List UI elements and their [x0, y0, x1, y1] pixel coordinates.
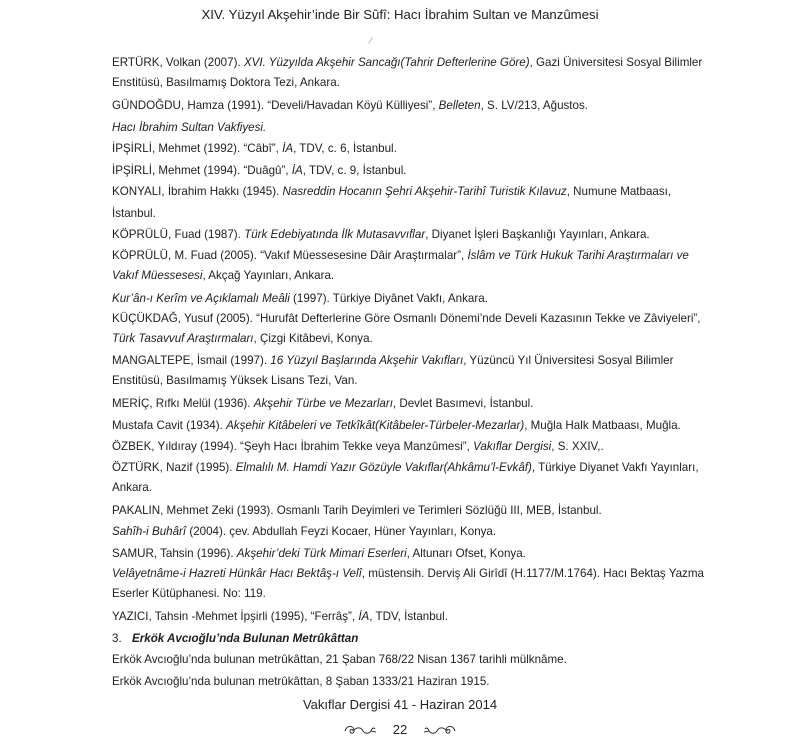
archive-entry: Erkök Avcıoğlu’nda bulunan metrûkâttan, 8 Şaban 1333/21 Haziran 1915.: [112, 674, 490, 688]
reference-entry: [112, 246, 712, 286]
reference-text: (1997). Türkiye Diyânet Vakfı, Ankara.: [289, 291, 488, 305]
journal-footer: Vakıflar Dergisi 41 - Haziran 2014: [302, 697, 498, 712]
floral-ornament-icon: [421, 723, 457, 737]
reference-text: , TDV, c. 6, İstanbul.: [293, 142, 397, 155]
section-title: Erkök Avcıoğlu’nda Bulunan Metrûkâttan: [132, 631, 359, 645]
reference-title: Velâyetnâme-i Hazreti Hünkâr Hacı Bektâş-ı Velî: [112, 567, 362, 580]
reference-text: Mustafa Cavit (1934).: [112, 418, 227, 432]
reference-title: İA: [358, 610, 370, 623]
reference-text: KÜÇÜKDAĞ, Yusuf (2005). “Hurufât Defterlerine Göre Osmanlı Dönemi’nde Develi Kazasının Tekke ve Zâviyeleri”,: [112, 312, 701, 325]
reference-text: , Altunarı Ofset, Konya.: [406, 546, 526, 560]
reference-text: KÖPRÜLÜ, Fuad (1987).: [112, 228, 245, 241]
reference-text: İPŞİRLİ, Mehmet (1994). “Duâgû”,: [112, 163, 292, 177]
reference-text: ÖZTÜRK, Nazif (1995).: [112, 460, 236, 474]
reference-title: Hacı İbrahim Sultan Vakfiyesi.: [112, 120, 267, 134]
reference-entry: [112, 53, 712, 93]
reference-entry: [112, 160, 712, 182]
reference-entry: [112, 309, 712, 349]
reference-entry: [112, 181, 712, 224]
reference-text: (2004). çev. Abdullah Feyzi Kocaer, Hüner Yayınları, Konya.: [186, 525, 497, 538]
reference-entry: [112, 224, 712, 246]
reference-text: , Muğla Halk Matbaası, Muğla.: [524, 418, 681, 432]
reference-text: YAZICI, Tahsin -Mehmet İpşirli (1995), “Ferrâş”,: [112, 610, 359, 623]
reference-title: Elmalılı M. Hamdi Yazır Gözüyle Vakıflar(Ahkâmu’l-Evkâf): [235, 460, 532, 474]
reference-text: ÖZBEK, Yıldıray (1994). “Şeyh Hacı İbrahim Tekke veya Manzûmesi”,: [112, 440, 474, 453]
reference-text: , S. XXIV,.: [551, 440, 604, 453]
reference-text: , Gazi Üniversitesi Sosyal Bilimler Enstitüsü, Basılmamış Doktora Tezi, Ankara.: [112, 56, 703, 89]
reference-title: Akşehir Kitâbeleri ve Tetkîkât(Kitâbeler-Türbeler-Mezarlar): [226, 418, 525, 432]
reference-entry: [112, 117, 712, 139]
reference-entry: [112, 606, 712, 628]
reference-text: , Diyanet İşleri Başkanlığı Yayınları, Ankara.: [425, 228, 650, 241]
reference-title: İA: [282, 142, 294, 155]
reference-entry: [112, 138, 712, 160]
reference-text: , Çizgi Kitâbevi, Konya.: [253, 332, 373, 345]
reference-entry: [112, 564, 712, 604]
reference-title: Belleten: [438, 99, 481, 112]
reference-title: İslâm ve Türk Hukuk Tarihi Araştırmaları ve Vakıf Müessesesi: [112, 248, 689, 282]
reference-text: , Türkiye Diyanet Vakfı Yayınları, Ankara.: [112, 460, 699, 494]
reference-text: , Numune Matbaası, İstanbul.: [112, 185, 672, 220]
reference-entry: [112, 415, 712, 437]
page-number: 22: [392, 722, 408, 737]
reference-text: MANGALTEPE, İsmail (1997).: [112, 354, 271, 367]
reference-text: KONYALI, İbrahim Hakkı (1945).: [112, 185, 283, 198]
reference-text: , TDV, İstanbul.: [369, 610, 448, 623]
reference-title: İA: [291, 163, 303, 177]
reference-text: PAKALIN, Mehmet Zeki (1993). Osmanlı Tarih Deyimleri ve Terimleri Sözlüğü III, MEB, İstanbul.: [112, 503, 602, 517]
reference-text: KÖPRÜLÜ, M. Fuad (2005). “Vakıf Müessesesine Dâir Araştırmalar”,: [112, 248, 468, 262]
reference-entry: [112, 95, 712, 117]
reference-title: Kur’ân-ı Kerîm ve Açıklamalı Meâli: [112, 291, 290, 305]
reference-text: , Akçağ Yayınları, Ankara.: [202, 268, 335, 282]
reference-entry: [112, 500, 712, 522]
reference-entry: [112, 521, 712, 543]
reference-text: SAMUR, Tahsin (1996).: [112, 546, 237, 560]
section-heading: [112, 628, 712, 650]
reference-title: Akşehir Türbe ve Mezarları: [253, 397, 393, 410]
reference-text: , müstensih. Derviş Ali Girîdî (H.1177/M.1764). Hacı Bektaş Yazma Eserler Kütüphanesi. No: 119.: [112, 567, 704, 600]
reference-title: Türk Edebiyatında İlk Mutasavvıflar: [244, 228, 426, 241]
reference-entry: [112, 393, 712, 415]
reference-entry: [112, 458, 712, 498]
reference-text: GÜNDOĞDU, Hamza (1991). “Develi/Havadan Köyü Külliyesi”,: [112, 99, 439, 112]
reference-text: , S. LV/213, Ağustos.: [480, 99, 588, 112]
stray-pen-mark: [368, 37, 372, 44]
reference-text: , Yüzüncü Yıl Üniversitesi Sosyal Bilimler Enstitüsü, Basılmamış Yüksek Lisans Tezi, Van.: [112, 354, 674, 387]
page-number-footer: [0, 722, 800, 737]
reference-entry: [112, 543, 712, 565]
reference-text: İPŞİRLİ, Mehmet (1992). “Câbî”,: [112, 142, 283, 155]
reference-text: , TDV, c. 9, İstanbul.: [302, 163, 407, 177]
floral-ornament-icon: [343, 723, 379, 737]
reference-text: ERTÜRK, Volkan (2007).: [112, 56, 244, 69]
running-header: XIV. Yüzyıl Akşehir’inde Bir Sûfî: Hacı İbrahim Sultan ve Manzûmesi: [201, 7, 599, 22]
archive-entry: Erkök Avcıoğlu’nda bulunan metrûkâttan, 21 Şaban 768/22 Nisan 1367 tarihli mülknâme.: [112, 653, 567, 666]
reference-text: , Devlet Basımevi, İstanbul.: [392, 397, 534, 410]
reference-text: MERİÇ, Rıfkı Melül (1936).: [112, 397, 254, 410]
reference-title: Sahîh-i Buhârî: [112, 525, 187, 538]
section-number: 3.: [112, 631, 122, 645]
reference-entry: [112, 288, 712, 310]
reference-title: 16 Yüzyıl Başlarında Akşehir Vakıfları: [270, 354, 464, 367]
reference-title: XVI. Yüzyılda Akşehir Sancağı(Tahrir Defterlerine Göre): [243, 56, 530, 69]
reference-entry: [112, 351, 712, 391]
reference-title: Akşehir’deki Türk Mimari Eserleri: [236, 546, 407, 560]
reference-title: Nasreddin Hocanın Şehri Akşehir-Tarihî Turistik Kılavuz: [282, 185, 567, 198]
reference-title: Vakıflar Dergisi: [473, 440, 552, 453]
reference-title: Türk Tasavvuf Araştırmaları: [112, 332, 254, 345]
reference-entry: [112, 436, 712, 458]
bibliography-list: [112, 53, 712, 692]
